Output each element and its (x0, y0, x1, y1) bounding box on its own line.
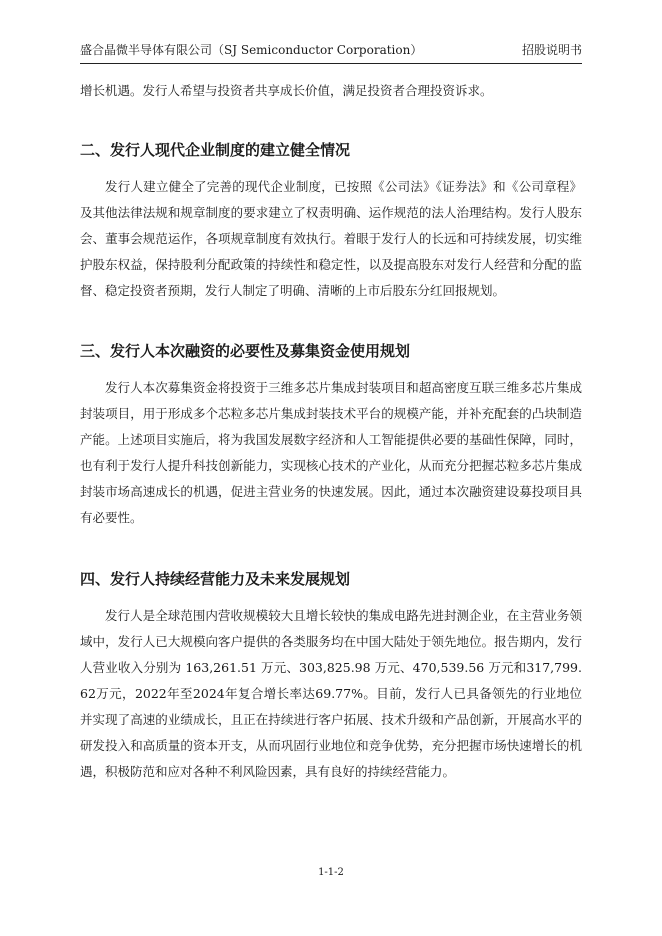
page-header (80, 40, 582, 60)
section-4-heading: 四、发行人持续经营能力及未来发展规划 (80, 570, 351, 588)
section-2-heading: 二、发行人现代企业制度的建立健全情况 (80, 141, 351, 159)
section-3-body: 发行人本次募集资金将投资于三维多芯片集成封装项目和超高密度互联三维多芯片集成封装项目，用于形成多个芯粒多芯片集成封装技术平台的规模产能，并补充配套的凸块制造产能。上述项目实施后，将为我国发展数字经济和人工智能提供必要的基础性保障，同时，也有利于发行人提升科技创新能力，实现核心技术的产业化，从而充分把握芯粒多芯片集成封装市场高速成长的机遇，促进主营业务的快速发展。因此，通过本次融资建设募投项目具有必要性。 (80, 380, 582, 525)
section-4-body: 发行人是全球范围内营收规模较大且增长较快的集成电路先进封测企业，在主营业务领域中，发行人已大规模向客户提供的各类服务均在中国大陆处于领先地位。报告期内，发行人营业收入分别为 163,261.51 万元、303,825.98 万元、470,539.56 万元和317,799.62万元，2022年至2024年复合增长率达69.77%。目前，发行人已具备领先的行业地位并实现了高速的业绩成长，且正在持续进行客户拓展、技术升级和产品创新，开展高水平的研发投入和高质量的资本开支，从而巩固行业地位和竞争优势，充分把握市场快速增长的机遇，积极防范和应对各种不利风险因素，具有良好的持续经营能力。 (80, 608, 582, 779)
page-number: 1-1-2 (318, 867, 344, 878)
header-divider (80, 63, 582, 64)
header-company-name: 盛合晶微半导体有限公司（SJ Semiconductor Corporation） (80, 43, 423, 57)
intro-paragraph: 增长机遇。发行人希望与投资者共享成长价值，满足投资者合理投资诉求。 (80, 83, 493, 98)
page-content (80, 78, 582, 785)
section-3-heading: 三、发行人本次融资的必要性及募集资金使用规划 (80, 342, 411, 360)
header-document-type: 招股说明书 (521, 43, 582, 57)
section-2-body: 发行人建立健全了完善的现代企业制度，已按照《公司法》《证券法》和《公司章程》及其他法律法规和规章制度的要求建立了权责明确、运作规范的法人治理结构。发行人股东会、董事会规范运作，各项规章制度有效执行。着眼于发行人的长远和可持续发展，切实维护股东权益，保持股利分配政策的持续性和稳定性，以及提高股东对发行人经营和分配的监督、稳定投资者预期，发行人制定了明确、清晰的上市后股东分红回报规划。 (80, 179, 582, 298)
